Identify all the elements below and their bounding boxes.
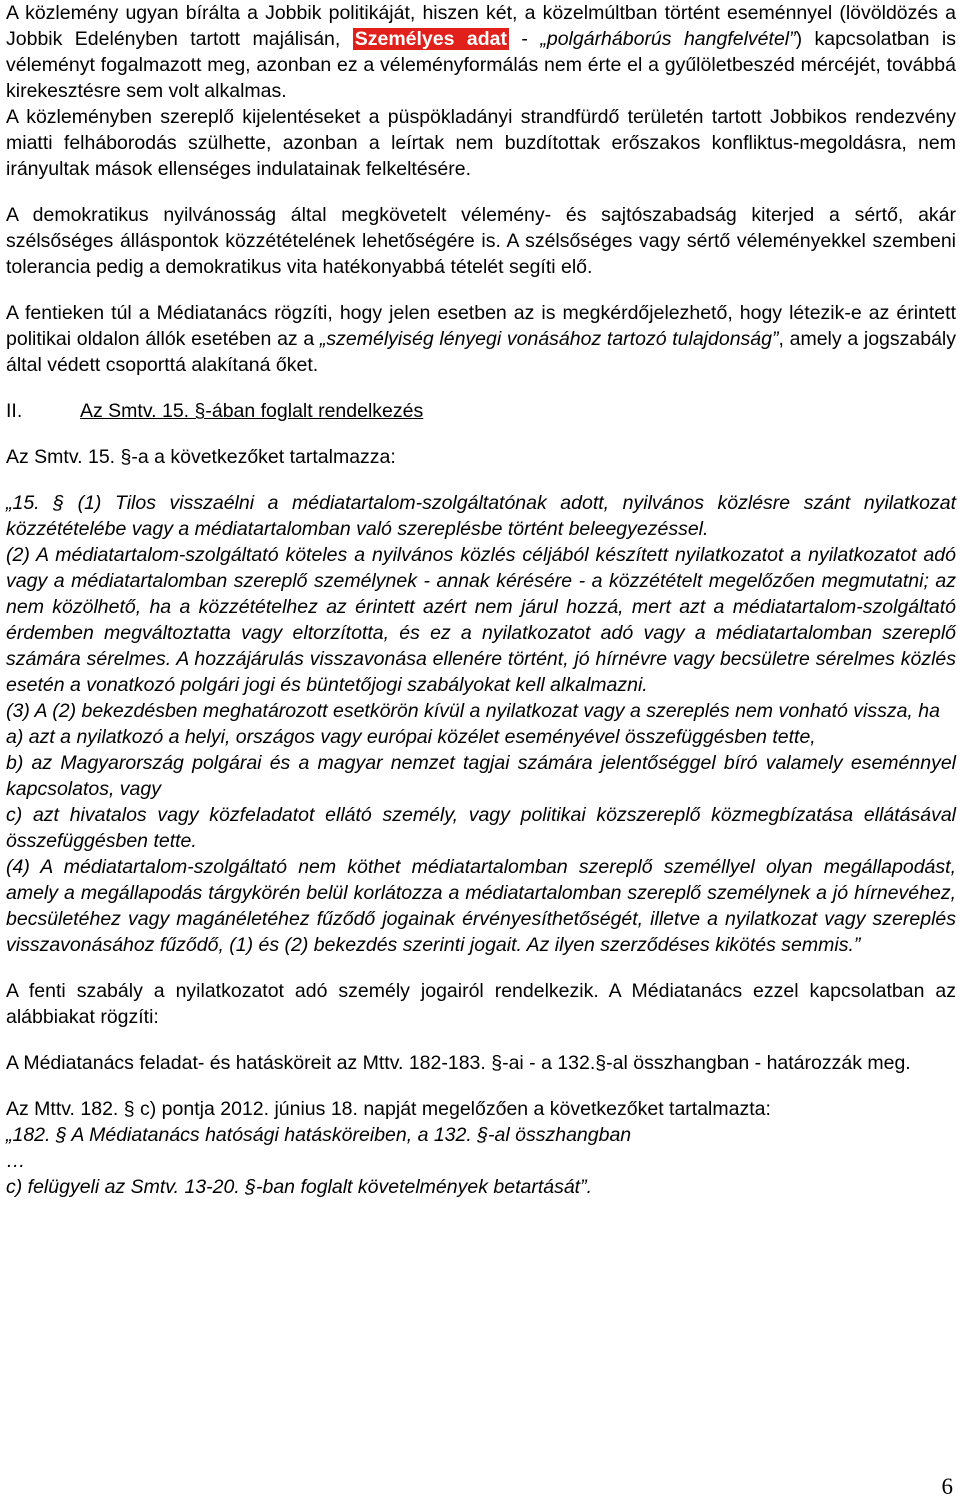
paragraph-1 [6, 0, 956, 104]
spacer [6, 1076, 956, 1096]
paragraph-5: Az Smtv. 15. §-a a következőket tartalmazza: [6, 446, 396, 468]
paragraph-7: A Médiatanács feladat- és hatásköreit az Mttv. 182-183. §-ai - a 132.§-al összhangban - határozzák meg. [6, 1052, 911, 1074]
paragraph-1-text: A közlemény ugyan bírálta a Jobbik politikáját, hiszen két, a közelmúltban történt eseménnyel (lövöldözés a Jobbik Edelényben tartott majálisán, [6, 2, 956, 50]
law-point-c: c) azt hivatalos vagy közfeladatot ellátó személy, vagy politikai közszereplő közmegbízatása ellátásával összefüggésben tette. [6, 804, 956, 852]
paragraph-2: A közleményben szereplő kijelentéseket a püspökladányi strandfürdő területén tartott Jobbikos rendezvény miatti felháborodás szülhette, azonban a leírtak nem buzdítottak erőszakos konfliktus-megoldásra, nem irányultak mások ellenséges indulatainak felkeltésére. [6, 106, 956, 180]
law-paragraph-3: (3) A (2) bekezdésben meghatározott esetkörön kívül a nyilatkozat vagy a szereplés nem vonható vissza, ha [6, 700, 940, 722]
law-paragraph-2: (2) A médiatartalom-szolgáltató köteles a nyilvános közlés céljából készített nyilatkozatot a nyilatkozatot adó vagy a médiatartalomban szereplő személynek - annak kérésére - a közzétételt megelőzően megmutatni; az nem közölhető, ha a közzétételhez az érintett azért nem járul hozzá, mert azt a médiatartalom-szolgáltató érdemben megváltoztatta vagy eltorzította, és ez a nyilatkozatot adó vagy a médiatartalomban szereplő számára sérelmes. A hozzájárulás visszavonása ellenére történt, jó hírnévre vagy becsületre sérelmes közlés esetén a vonatkozó polgári jogi és büntetőjogi szabályokat kell alkalmazni. [6, 544, 956, 696]
section-number: II. [6, 400, 23, 422]
law-paragraph-4: (4) A médiatartalom-szolgáltató nem köthet médiatartalomban szereplő személlyel olyan megállapodást, amely a megállapodás tárgykörén belül korlátozza a médiatartalomban szereplő személynek a jó hírnevéhez, becsületéhez vagy magánéletéhez fűződő jogainak érvényesíthetőségét, illetve a nyilatkozat vagy szereplés visszavonásához fűződő, (1) és (2) bekezdés szerinti jogait. Az ilyen szerződéses kikötés semmis.” [6, 856, 956, 956]
mttv-quote-line-3: c) felügyeli az Smtv. 13-20. §-ban foglalt követelmények betartását”. [6, 1176, 593, 1198]
spacer [6, 182, 956, 202]
spacer [6, 280, 956, 300]
paragraph-3: A demokratikus nyilvánosság által megkövetelt vélemény- és sajtószabadság kiterjed a sértő, akár szélsőséges álláspontok közzétételének lehetőségére is. A szélsőséges vagy sértő véleményekkel szembeni tolerancia pedig a demokratikus vita hatékonyabbá tételét segíti elő. [6, 204, 956, 278]
paragraph-6: A fenti szabály a nyilatkozatot adó személy jogairól rendelkezik. A Médiatanács ezzel kapcsolatban az alábbiakat rögzíti: [6, 980, 956, 1028]
mttv-quote-line-1: „182. § A Médiatanács hatósági hatásköreiben, a 132. §-al összhangban [6, 1124, 632, 1146]
spacer [6, 424, 956, 444]
spacer [6, 378, 956, 398]
mttv-quote [6, 1122, 956, 1200]
paragraph-4-text-end: , amely a jogszabály által védett csoporttá alakítaná őket. [6, 328, 957, 376]
mttv-quote-ellipsis: … [6, 1150, 26, 1172]
law-point-a: a) azt a nyilatkozó a helyi, országos vagy európai közélet eseményével összefüggésben tette, [6, 726, 816, 748]
redacted-personal-data-label: Személyes adat [354, 28, 507, 50]
paragraph-4 [6, 300, 956, 378]
paragraph-1-text-end: ) kapcsolatban is véleményt fogalmazott meg, azonban ez a véleményformálás nem érte el a gyűlöletbeszéd mércéjét, továbbá kirekesztésre sem volt alkalmas. [6, 28, 956, 102]
law-paragraph-1: „15. § (1) Tilos visszaélni a médiatartalom-szolgáltatónak adott, nyilvános közlésre szánt nyilatkozat közzétételébe vagy a médiatartalomban való szereplésbe történt beleegyezéssel. [6, 492, 956, 540]
paragraph-8: Az Mttv. 182. § c) pontja 2012. június 18. napját megelőzően a következőket tartalmazta: [6, 1098, 771, 1120]
law-quote [6, 490, 956, 958]
spacer [6, 958, 956, 978]
paragraph-1-dash: - [509, 28, 541, 50]
document-page [6, 0, 956, 1200]
spacer [6, 1030, 956, 1050]
section-title: Az Smtv. 15. §-ában foglalt rendelkezés [80, 400, 424, 422]
section-heading [6, 398, 956, 424]
paragraph-4-text: A fentieken túl a Médiatanács rögzíti, hogy jelen esetben az is megkérdőjelezhető, hogy létezik-e az érintett politikai oldalon állók esetében az a [6, 302, 956, 350]
paragraph-4-quote: „személyiség lényegi vonásához tartozó tulajdonság” [319, 328, 779, 350]
spacer [6, 470, 956, 490]
page-number: 6 [941, 1474, 953, 1499]
paragraph-1-quote: „polgárháborús hangfelvétel” [540, 28, 796, 50]
law-point-b: b) az Magyarország polgárai és a magyar nemzet tagjai számára jelentőséggel bíró valamely eseménnyel kapcsolatos, vagy [6, 752, 956, 800]
